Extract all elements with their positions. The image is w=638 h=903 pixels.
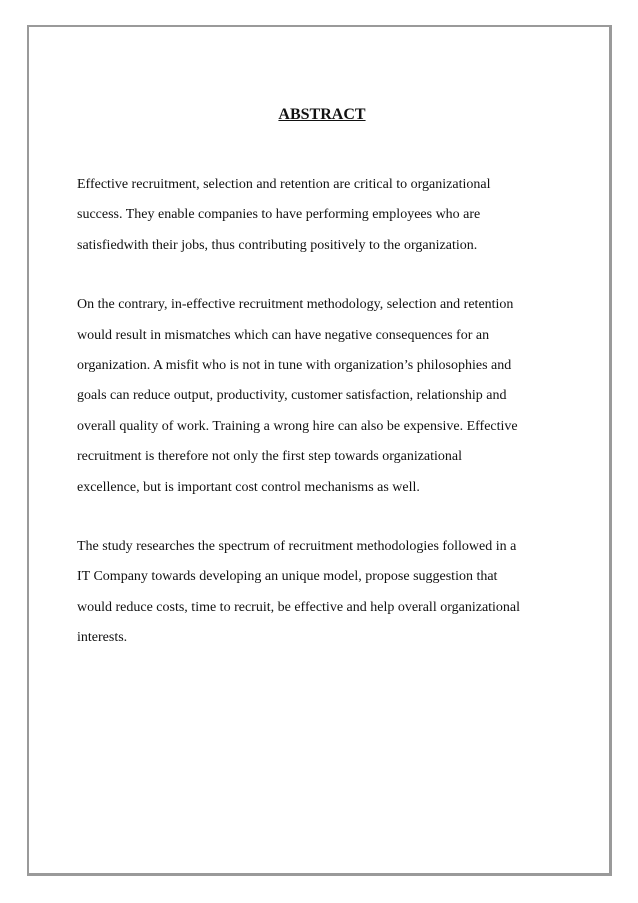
paragraph-spacer [77,503,567,532]
paragraph-line: success. They enable companies to have performing employees who are [77,207,481,223]
paragraph-3 [77,532,567,654]
paragraph-line: excellence, but is important cost control mechanisms as well. [77,479,420,495]
paragraph-2 [77,290,567,503]
paragraph-spacer [77,261,567,290]
paragraph-line: interests. [77,630,128,646]
paragraph-line: organization. A misfit who is not in tune with organization’s philosophies and [77,358,512,374]
paragraph-line: Effective recruitment, selection and retention are critical to organizational [77,177,491,192]
paragraph-line: On the contrary, in-effective recruitment methodology, selection and retention [77,297,514,313]
paragraph-line: satisfiedwith their jobs, thus contributing positively to the organization. [77,237,478,253]
paragraph-line: The study researches the spectrum of recruitment methodologies followed in a [77,539,517,555]
page-title: ABSTRACT [278,106,366,123]
paragraph-line: would result in mismatches which can have negative consequences for an [77,327,490,343]
paragraph-line: would reduce costs, time to recruit, be effective and help overall organizational [77,599,521,615]
paragraph-line: IT Company towards developing an unique model, propose suggestion that [77,569,498,585]
paragraph-line: overall quality of work. Training a wrong hire can also be expensive. Effective [77,418,518,434]
paragraph-1 [77,170,567,261]
paragraph-line: goals can reduce output, productivity, customer satisfaction, relationship and [77,388,507,404]
paragraph-line: recruitment is therefore not only the first step towards organizational [77,449,463,465]
document-body [77,105,567,654]
